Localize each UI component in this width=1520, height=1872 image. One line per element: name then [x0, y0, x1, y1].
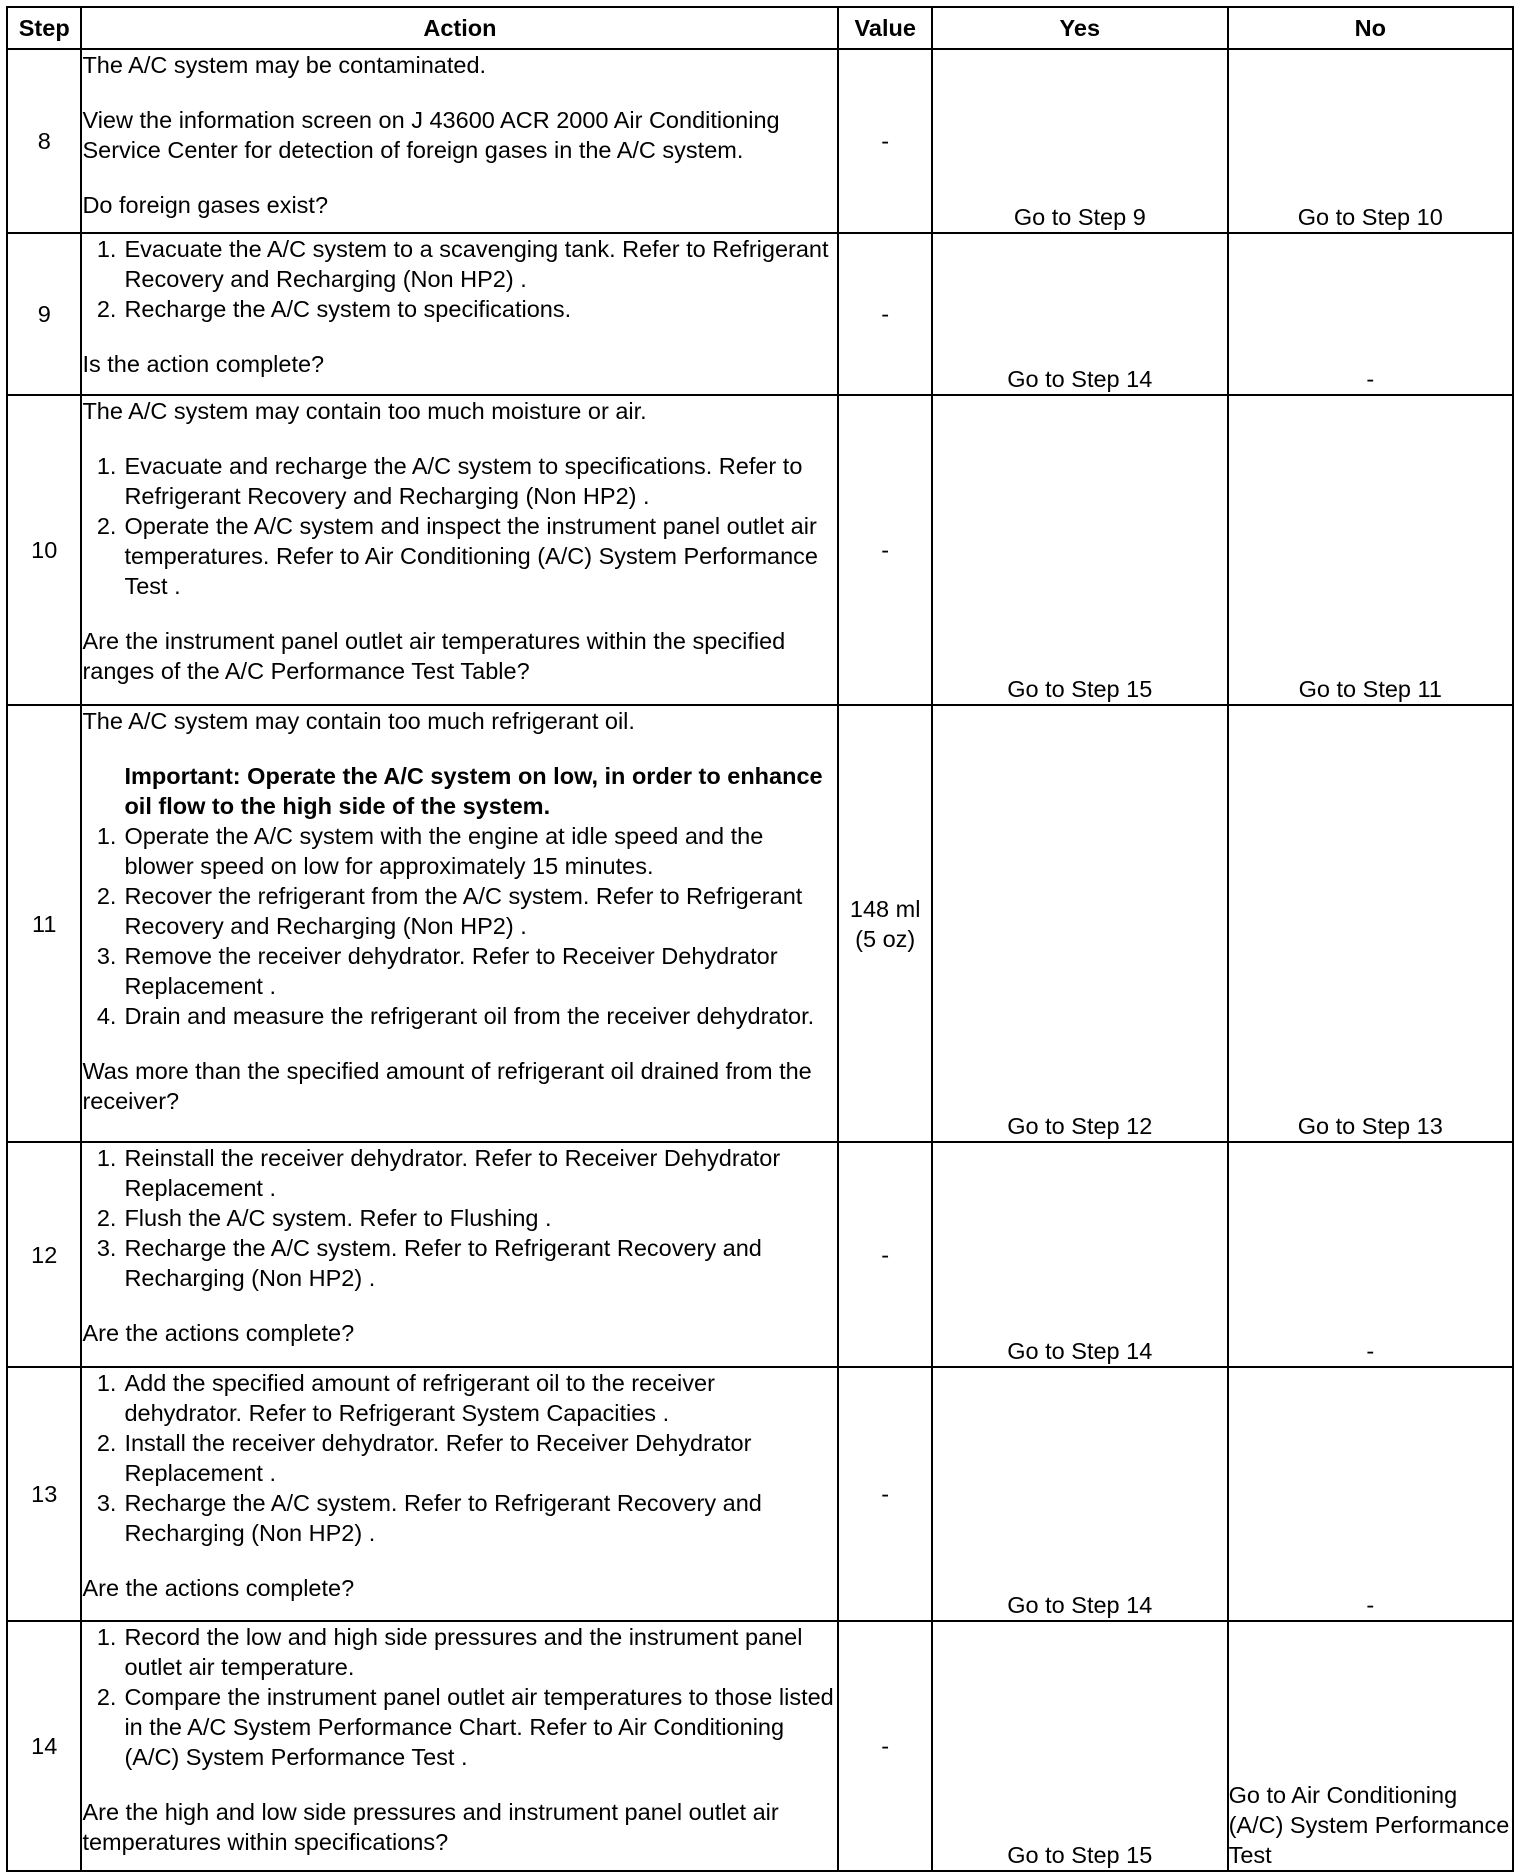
action-cell [81, 1142, 838, 1367]
procedure-step: 3. Recharge the A/C system. Refer to Refrigerant Recovery and Recharging (Non HP2) . [96, 1490, 762, 1546]
procedure-step: 1. Operate the A/C system with the engine at idle speed and the blower speed on low for approximately 15 minutes. [96, 823, 764, 879]
action-question: Is the action complete? [82, 351, 325, 377]
procedure-list [82, 234, 837, 324]
step-number: 10 [7, 395, 81, 705]
table-row [7, 395, 1513, 705]
yes-cell: Go to Step 15 [932, 1621, 1228, 1871]
action-question: Are the instrument panel outlet air temperatures within the specified ranges of the A/C Performance Test Table? [82, 628, 786, 684]
table-row [7, 705, 1513, 1142]
value-cell: - [838, 1367, 932, 1621]
no-cell: - [1228, 233, 1513, 395]
procedure-list [82, 451, 837, 601]
yes-cell: Go to Step 9 [932, 49, 1228, 233]
value-cell: - [838, 233, 932, 395]
yes-cell: Go to Step 12 [932, 705, 1228, 1142]
table-row [7, 49, 1513, 233]
action-text: View the information screen on J 43600 ACR 2000 Air Conditioning Service Center for detection of foreign gases in the A/C system. [82, 107, 780, 163]
yes-cell: Go to Step 15 [932, 395, 1228, 705]
procedure-list [82, 1622, 837, 1772]
no-cell: Go to Step 13 [1228, 705, 1513, 1142]
step-number: 14 [7, 1621, 81, 1871]
header-no: No [1228, 7, 1513, 49]
table-row [7, 1367, 1513, 1621]
action-text: The A/C system may contain too much refrigerant oil. [82, 708, 635, 734]
value-cell: - [838, 49, 932, 233]
no-cell: Go to Step 10 [1228, 49, 1513, 233]
procedure-list [82, 1143, 837, 1293]
procedure-step: 2. Recover the refrigerant from the A/C system. Refer to Refrigerant Recovery and Recharging (Non HP2) . [96, 883, 803, 939]
action-question: Was more than the specified amount of refrigerant oil drained from the receiver? [82, 1058, 812, 1114]
action-cell [81, 705, 838, 1142]
action-text: The A/C system may contain too much moisture or air. [82, 398, 647, 424]
procedure-step: 3. Recharge the A/C system. Refer to Refrigerant Recovery and Recharging (Non HP2) . [96, 1235, 762, 1291]
header-yes: Yes [932, 7, 1228, 49]
action-question: Are the high and low side pressures and instrument panel outlet air temperatures within specifications? [82, 1799, 779, 1855]
yes-cell: Go to Step 14 [932, 233, 1228, 395]
procedure-step: 1. Add the specified amount of refrigerant oil to the receiver dehydrator. Refer to Refrigerant System Capacities . [96, 1370, 715, 1426]
action-cell [81, 1367, 838, 1621]
header-step: Step [7, 7, 81, 49]
procedure-step: 3. Remove the receiver dehydrator. Refer to Receiver Dehydrator Replacement . [96, 943, 778, 999]
yes-cell: Go to Step 14 [932, 1367, 1228, 1621]
step-number: 12 [7, 1142, 81, 1367]
no-cell: Go to Air Conditioning (A/C) System Performance Test [1228, 1621, 1513, 1871]
step-number: 8 [7, 49, 81, 233]
procedure-step: 1. Evacuate and recharge the A/C system to specifications. Refer to Refrigerant Recovery and Recharging (Non HP2) . [96, 453, 803, 509]
action-cell [81, 1621, 838, 1871]
procedure-step: 2. Install the receiver dehydrator. Refer to Receiver Dehydrator Replacement . [96, 1430, 752, 1486]
step-number: 13 [7, 1367, 81, 1621]
no-cell: - [1228, 1367, 1513, 1621]
header-action: Action [81, 7, 838, 49]
procedure-step: 1. Record the low and high side pressures and the instrument panel outlet air temperature. [96, 1624, 803, 1680]
table-row [7, 233, 1513, 395]
procedure-step: 4. Drain and measure the refrigerant oil from the receiver dehydrator. [96, 1003, 815, 1029]
action-question: Are the actions complete? [82, 1320, 355, 1346]
diagnostic-table [6, 6, 1514, 1872]
value-cell: - [838, 395, 932, 705]
step-number: 11 [7, 705, 81, 1142]
procedure-step: 2. Compare the instrument panel outlet air temperatures to those listed in the A/C System Performance Chart. Refer to Air Conditioning (A/C) System Performance Test . [96, 1684, 834, 1770]
action-text: The A/C system may be contaminated. [82, 52, 487, 78]
value-cell: 148 ml (5 oz) [838, 705, 932, 1142]
yes-cell: Go to Step 14 [932, 1142, 1228, 1367]
no-cell: Go to Step 11 [1228, 395, 1513, 705]
important-notice: Important: Operate the A/C system on low, in order to enhance oil flow to the high side of the system. [124, 763, 823, 819]
value-cell: - [838, 1142, 932, 1367]
procedure-step: 2. Recharge the A/C system to specifications. [96, 296, 572, 322]
action-cell [81, 395, 838, 705]
procedure-step: 2. Operate the A/C system and inspect the instrument panel outlet air temperatures. Refer to Air Conditioning (A/C) System Performance Test . [96, 513, 818, 599]
value-cell: - [838, 1621, 932, 1871]
procedure-step: 1. Evacuate the A/C system to a scavenging tank. Refer to Refrigerant Recovery and Recharging (Non HP2) . [96, 236, 829, 292]
procedure-step: 2. Flush the A/C system. Refer to Flushing . [96, 1205, 552, 1231]
table-row [7, 1621, 1513, 1871]
procedure-list [82, 1368, 837, 1548]
no-cell: - [1228, 1142, 1513, 1367]
action-question: Do foreign gases exist? [82, 192, 329, 218]
procedure-list [82, 821, 837, 1031]
procedure-step: 1. Reinstall the receiver dehydrator. Refer to Receiver Dehydrator Replacement . [96, 1145, 781, 1201]
header-value: Value [838, 7, 932, 49]
table-row [7, 1142, 1513, 1367]
action-cell [81, 233, 838, 395]
action-question: Are the actions complete? [82, 1575, 355, 1601]
action-cell [81, 49, 838, 233]
step-number: 9 [7, 233, 81, 395]
header-row [7, 7, 1513, 49]
